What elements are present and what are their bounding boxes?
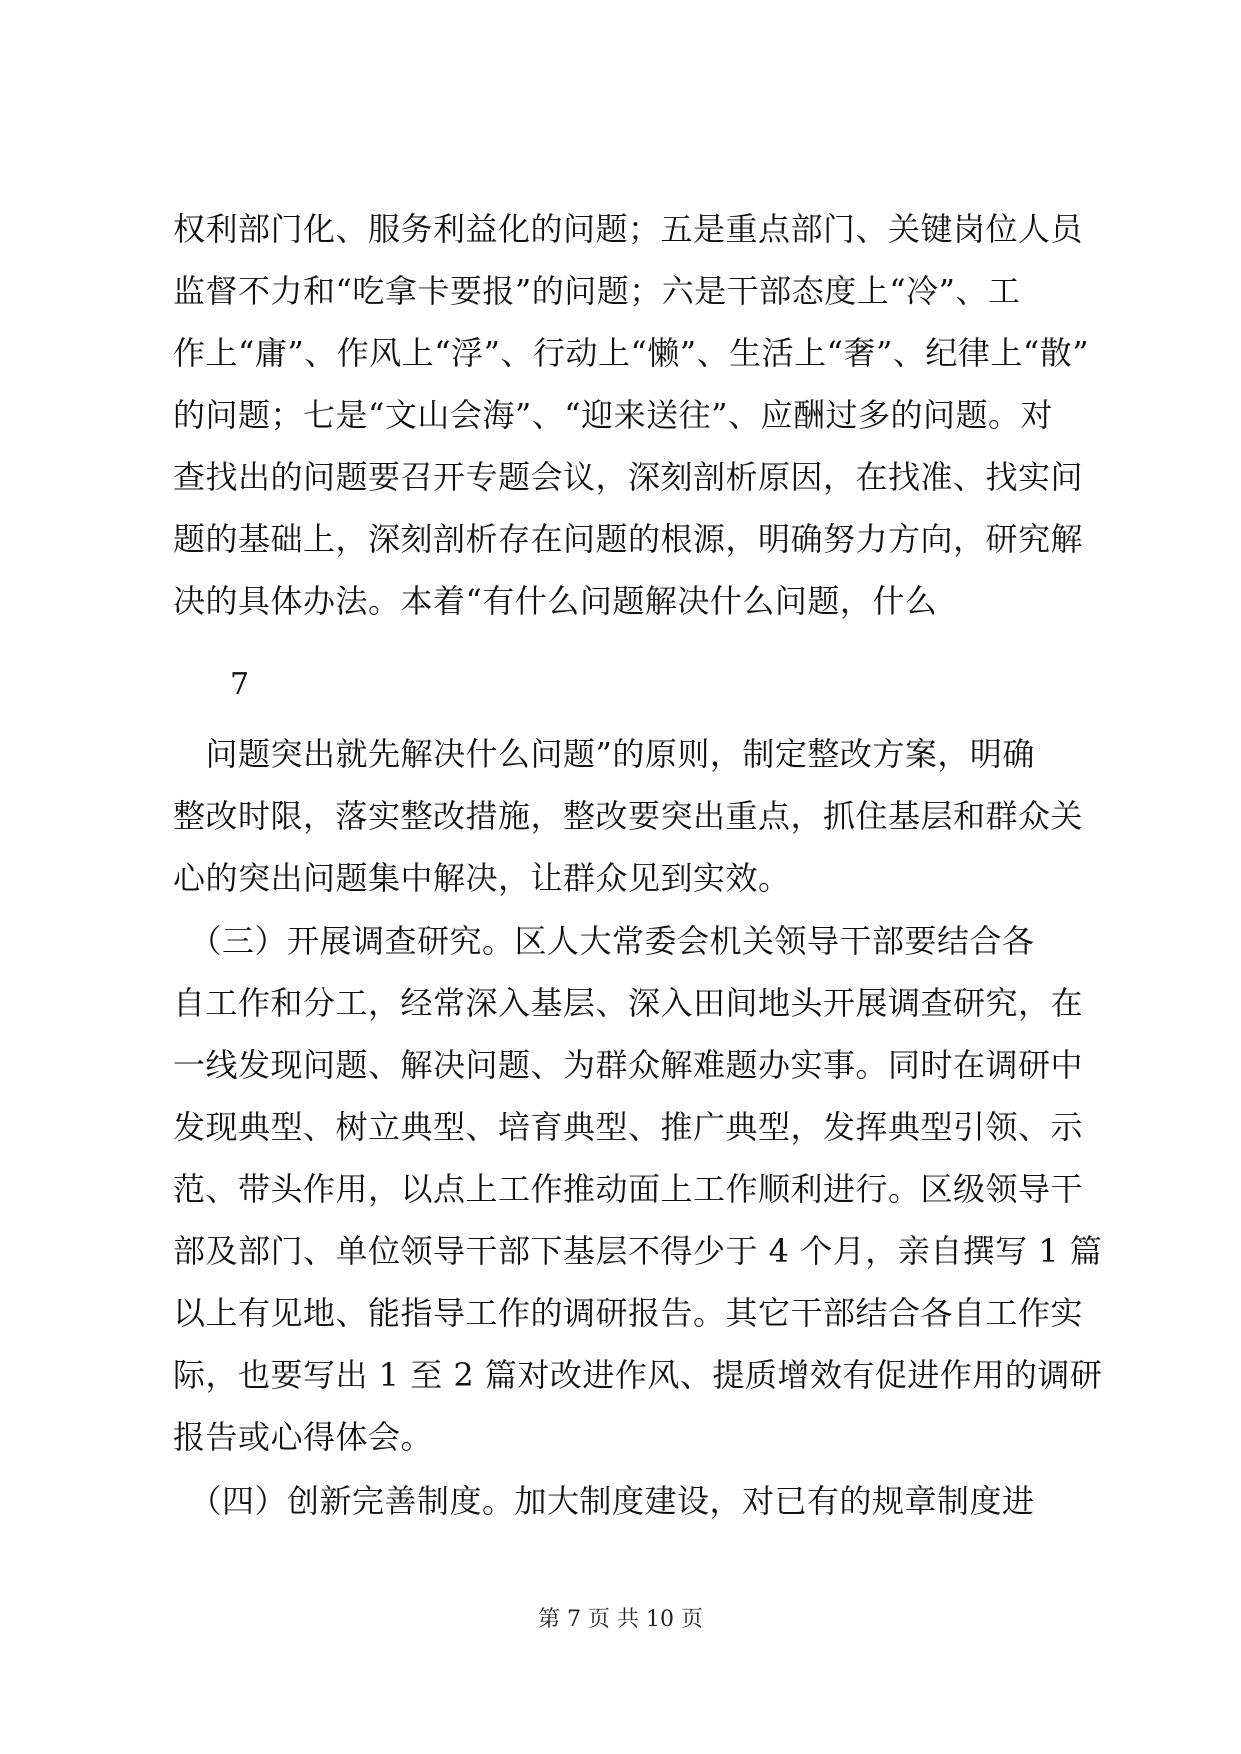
paragraph-continued [173,198,1090,632]
text-line: 题的基础上，深刻剖析存在问题的根源，明确努力方向，研究解 [173,520,1084,558]
text-line: 发现典型、树立典型、培育典型、推广典型，发挥典型引领、示 [173,1108,1084,1146]
text-line: 决的具体办法。本着“有什么问题解决什么问题，什么 [173,582,938,620]
text-line: 一线发现问题、解决问题、为群众解难题办实事。同时在调研中 [173,1046,1084,1084]
text-line: （三）开展调查研究。区人大常委会机关领导干部要结合各 [173,922,1035,960]
paragraph-research [173,910,1103,1468]
text-line: 报告或心得体会。 [173,1418,434,1456]
text-line: 以上有见地、能指导工作的调研报告。其它干部结合各自工作实 [173,1294,1084,1332]
text-line: 监督不力和“吃拿卡要报”的问题；六是干部态度上“冷”、工 [173,272,1021,310]
text-line: 心的突出问题集中解决，让群众见到实效。 [173,859,791,897]
page-footer: 第 7 页 共 10 页 [538,1607,703,1632]
text-line: 的问题；七是“文山会海”、“迎来送往”、应酬过多的问题。对 [173,396,1053,434]
text-line: 权利部门化、服务利益化的问题；五是重点部门、关键岗位人员 [173,210,1084,248]
paragraph-rectification [173,723,1083,909]
text-line: （四）创新完善制度。加大制度建设，对已有的规章制度进 [173,1482,1035,1520]
text-line: 问题突出就先解决什么问题”的原则，制定整改方案，明确 [173,735,1035,773]
page-marker: 7 [230,667,250,702]
text-line: 范、带头作用，以点上工作推动面上工作顺利进行。区级领导干 [173,1170,1084,1208]
paragraph-system [173,1470,1083,1532]
text-line: 整改时限，落实整改措施，整改要突出重点，抓住基层和群众关 [173,797,1084,835]
text-line: 作上“庸”、作风上“浮”、行动上“懒”、生活上“奢”、纪律上“散” [173,334,1090,372]
text-line: 部及部门、单位领导干部下基层不得少于 4 个月，亲自撰写 1 篇 [173,1232,1103,1270]
text-line: 际，也要写出 1 至 2 篇对改进作风、提质增效有促进作用的调研 [173,1356,1103,1394]
text-line: 自工作和分工，经常深入基层、深入田间地头开展调查研究，在 [173,984,1084,1022]
text-line: 查找出的问题要召开专题会议，深刻剖析原因，在找准、找实问 [173,458,1084,496]
